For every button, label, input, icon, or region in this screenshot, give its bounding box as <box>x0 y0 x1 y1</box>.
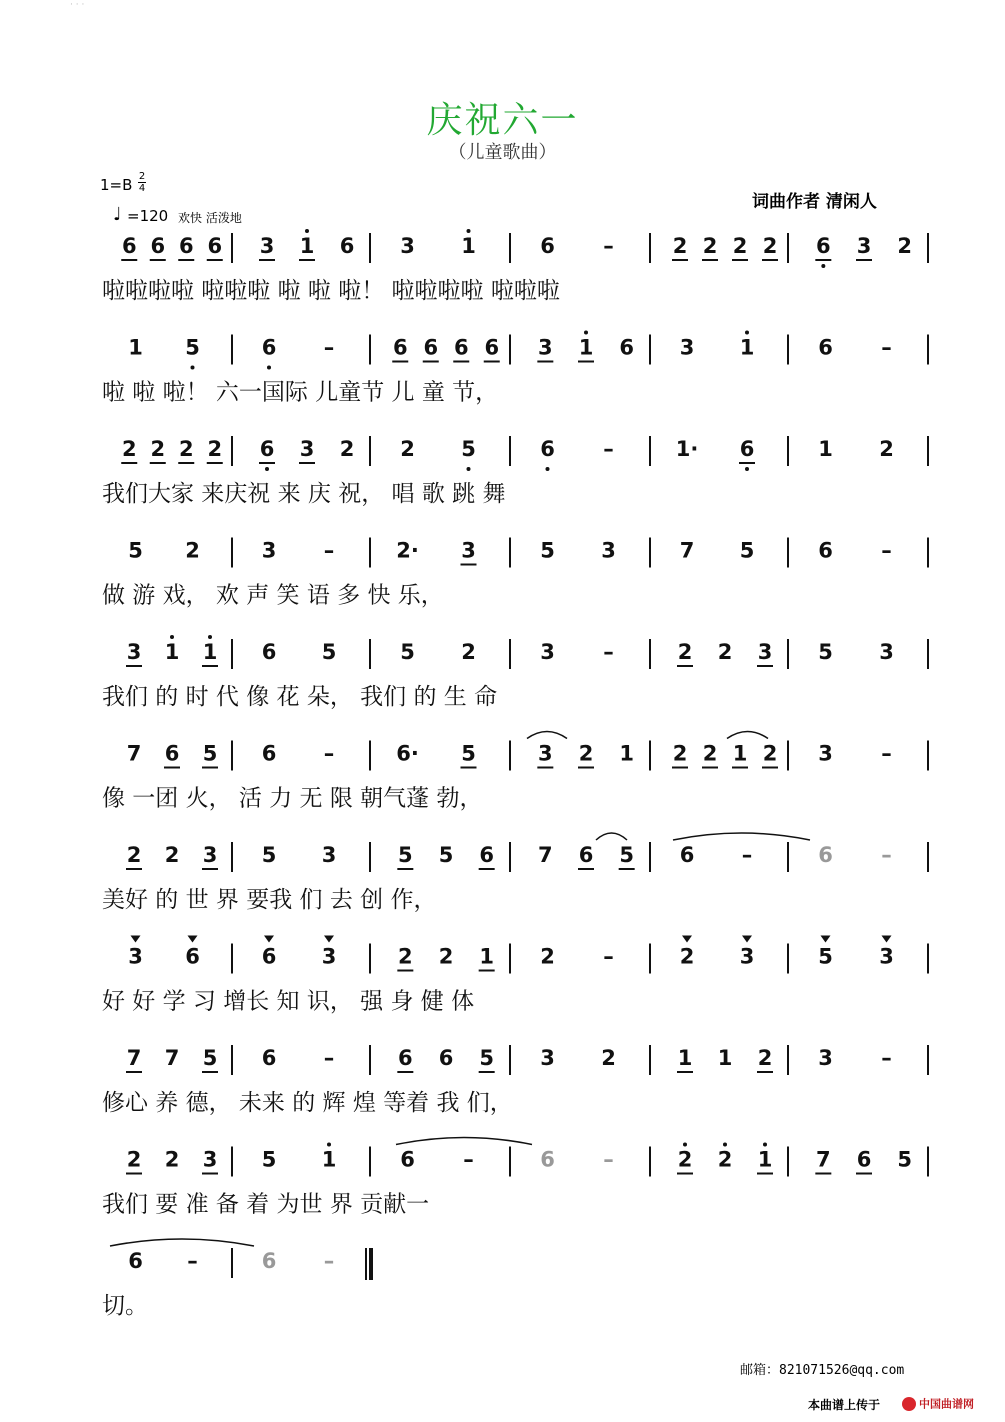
note-digit: 1 <box>619 741 634 766</box>
note-digit: 6 <box>398 1046 413 1070</box>
note-digit: 7 <box>126 1046 142 1070</box>
note-digit: 6 <box>150 234 166 258</box>
note-digit: – <box>187 1249 198 1273</box>
note-digit: 6 <box>679 843 695 867</box>
note-digit: 2 <box>164 843 180 867</box>
note-digit: 6 <box>261 944 277 969</box>
note-digit: 6· <box>396 741 419 766</box>
high-octave-dot <box>763 1143 767 1147</box>
note-digit: – <box>881 335 892 360</box>
note-digit: 1 <box>732 741 748 766</box>
note-digit: – <box>323 741 335 766</box>
song-subtitle: （儿童歌曲） <box>448 142 557 163</box>
note-digit: 5 <box>461 741 476 766</box>
note-digit: 3 <box>540 640 555 664</box>
low-octave-dot <box>821 264 825 268</box>
note-digit: 6 <box>261 1249 277 1273</box>
high-octave-dot <box>683 1143 687 1147</box>
accent-mark <box>131 936 141 943</box>
note-digit: 1 <box>164 640 180 664</box>
note-digit: 5 <box>479 1046 494 1070</box>
note-digit: 3 <box>739 944 755 969</box>
note-digit: 2 <box>164 1147 180 1172</box>
note-digit: – <box>603 944 614 969</box>
note-digit: 1 <box>717 1046 733 1070</box>
accent-mark <box>324 936 334 943</box>
note-digit: – <box>323 538 335 563</box>
slur <box>596 833 627 840</box>
high-octave-dot <box>723 1143 727 1147</box>
low-octave-dot <box>267 366 271 370</box>
note-digit: 3 <box>879 640 894 664</box>
note-digit: 2 <box>121 437 137 461</box>
note-digit: 3 <box>856 234 872 258</box>
note-digit: 5 <box>897 1147 912 1172</box>
note-digit: 6 <box>578 843 594 867</box>
note-digit: 1 <box>757 1147 773 1172</box>
lyric-line: 我们大家 来庆祝 来 庆 祝， 唱 歌 跳 舞 <box>102 481 506 507</box>
note-digit: 6 <box>438 1046 454 1070</box>
lyric-line: 啦 啦 啦！ 六一国际 儿童节 儿 童 节， <box>102 379 499 406</box>
note-digit: 1 <box>202 640 218 664</box>
note-digit: 2 <box>178 437 194 461</box>
note-digit: 5 <box>818 944 833 969</box>
note-digit: 1· <box>675 437 699 461</box>
note-digit: 5 <box>818 640 833 664</box>
note-digit: 6 <box>816 234 831 258</box>
note-digit: 7 <box>126 741 142 766</box>
note-digit: – <box>881 538 892 563</box>
lyric-line: 像 一团 火， 活 力 无 限 朝气蓬 勃， <box>102 785 483 812</box>
note-digit: 2 <box>897 234 912 258</box>
note-digit: 6 <box>453 335 469 360</box>
note-digit: 1 <box>818 437 833 461</box>
high-octave-dot <box>745 331 749 335</box>
site-logo <box>902 1393 996 1411</box>
low-octave-dot <box>265 467 269 471</box>
note-digit: 2· <box>396 538 419 563</box>
note-digit: 1 <box>677 1046 693 1070</box>
slur <box>727 732 768 739</box>
note-digit: 1 <box>479 944 494 969</box>
note-digit: 2 <box>879 437 894 461</box>
low-octave-dot <box>191 366 195 370</box>
note-digit: 2 <box>400 437 415 461</box>
contact-email: 邮箱：821071526@qq.com <box>740 1363 905 1378</box>
note-digit: – <box>603 437 614 461</box>
note-digit: 6 <box>739 437 755 461</box>
note-digit: 3 <box>202 1147 218 1172</box>
note-digit: 3 <box>601 538 616 563</box>
note-digit: 5 <box>321 640 337 664</box>
note-digit: 6 <box>540 234 555 258</box>
note-digit: 2 <box>702 741 718 766</box>
note-digit: – <box>603 234 614 258</box>
low-octave-dot <box>467 467 471 471</box>
note-digit: 5 <box>261 843 277 867</box>
note-digit: 1 <box>299 234 315 258</box>
note-digit: 2 <box>185 538 200 563</box>
note-digit: 1 <box>461 234 476 258</box>
note-digit: 7 <box>816 1147 831 1172</box>
note-digit: 3 <box>818 741 833 766</box>
note-digit: 6 <box>400 1147 415 1172</box>
note-digit: 3 <box>679 335 695 360</box>
note-digit: 6 <box>261 1046 277 1070</box>
note-digit: 6 <box>128 1249 143 1273</box>
author-credit: 词曲作者 清闲人 <box>752 192 877 212</box>
note-digit: 5 <box>261 1147 277 1172</box>
note-digit: 1 <box>128 335 143 360</box>
note-digit: 3 <box>540 1046 555 1070</box>
note-digit: 2 <box>717 640 733 664</box>
note-digit: 6 <box>261 335 277 360</box>
tempo-marking: =120 <box>127 207 169 225</box>
note-digit: 6 <box>207 234 223 258</box>
note-digit: 1 <box>321 1147 337 1172</box>
note-digit: 3 <box>321 944 337 969</box>
note-digit: 3 <box>261 538 277 563</box>
accent-mark <box>882 936 892 943</box>
note-digit: 5 <box>398 843 413 867</box>
note-digit: 3 <box>461 538 476 563</box>
note-digit: 3 <box>538 741 553 766</box>
note-digit: 6 <box>619 335 634 360</box>
note-digit: 6 <box>259 437 275 461</box>
note-digit: – <box>881 741 892 766</box>
note-digit: 2 <box>672 741 688 766</box>
key-signature: 1=B <box>100 176 133 194</box>
note-digit: 3 <box>818 1046 833 1070</box>
note-digit: 6 <box>121 234 137 258</box>
high-octave-dot <box>467 229 471 233</box>
high-octave-dot <box>327 1143 331 1147</box>
note-digit: 2 <box>677 640 693 664</box>
note-digit: 3 <box>202 843 218 867</box>
note-digit: 3 <box>128 944 143 969</box>
lyric-line: 做 游 戏， 欢 声 笑 语 多 快 乐， <box>102 582 444 609</box>
note-digit: 2 <box>679 944 695 969</box>
note-digit: 7 <box>164 1046 180 1070</box>
lyric-line: 美好 的 世 界 要我 们 去 创 作， <box>102 887 437 913</box>
note-digit: 5 <box>438 843 454 867</box>
song-title: 庆祝六一 <box>426 100 579 141</box>
note-digit: – <box>323 335 335 360</box>
note-digit: 5 <box>128 538 143 563</box>
low-octave-dot <box>745 467 749 471</box>
lyric-line: 切。 <box>102 1293 148 1319</box>
note-digit: 6 <box>185 944 200 969</box>
note-digit: 2 <box>677 1147 693 1172</box>
note-digit: 6 <box>484 335 500 360</box>
note-digit: 6 <box>540 437 555 461</box>
note-digit: 7 <box>538 843 553 867</box>
lyric-line: 修心 养 德， 未来 的 辉 煌 等着 我 们， <box>102 1090 513 1116</box>
expression-marking: 欢快 活泼地 <box>178 211 242 225</box>
note-digit: 2 <box>601 1046 616 1070</box>
note-digit: – <box>881 843 892 867</box>
note-digit: 3 <box>757 640 773 664</box>
accent-mark <box>742 936 752 943</box>
note-digit: 6 <box>178 234 194 258</box>
note-digit: 2 <box>540 944 555 969</box>
note-digit: 5 <box>739 538 755 563</box>
note-digit: 3 <box>400 234 415 258</box>
note-digit: 2 <box>702 234 718 258</box>
note-digit: 2 <box>150 437 166 461</box>
low-octave-dot <box>546 467 550 471</box>
site-name: 中国曲谱网 <box>919 1397 974 1411</box>
note-digit: 5 <box>202 741 218 766</box>
note-digit: – <box>603 1147 614 1172</box>
note-digit: 3 <box>538 335 553 360</box>
high-octave-dot <box>170 635 174 639</box>
lyric-line: 我们 要 准 备 着 为世 界 贡献一 <box>102 1191 430 1218</box>
note-digit: 6 <box>856 1147 872 1172</box>
note-digit: 5 <box>400 640 415 664</box>
note-digit: 2 <box>438 944 454 969</box>
note-digit: 6 <box>818 843 833 867</box>
note-digit: 5 <box>540 538 555 563</box>
note-digit: 2 <box>398 944 413 969</box>
note-digit: 1 <box>578 335 594 360</box>
note-digit: 6 <box>818 335 833 360</box>
note-digit: 5 <box>185 335 200 360</box>
note-digit: 3 <box>299 437 315 461</box>
note-digit: 6 <box>164 741 180 766</box>
note-digit: – <box>463 1147 474 1172</box>
time-signature-numerator: 2 <box>138 171 146 182</box>
note-digit: – <box>323 1249 335 1273</box>
note-digit: 2 <box>126 843 142 867</box>
note-digit: 2 <box>762 234 778 258</box>
note-digit: 5 <box>619 843 634 867</box>
note-digit: 2 <box>207 437 223 461</box>
time-signature-denominator: 4 <box>138 183 146 194</box>
note-digit: 6 <box>339 234 355 258</box>
note-digit: 1 <box>739 335 755 360</box>
slur <box>527 732 567 739</box>
slur <box>110 1239 254 1246</box>
note-digit: 2 <box>717 1147 733 1172</box>
note-digit: 3 <box>259 234 275 258</box>
accent-mark <box>682 936 692 943</box>
note-digit: 2 <box>672 234 688 258</box>
slur <box>673 833 810 840</box>
note-digit: 3 <box>321 843 337 867</box>
note-digit: – <box>741 843 753 867</box>
lyric-line: 啦啦啦啦 啦啦啦 啦 啦 啦！ 啦啦啦啦 啦啦啦 <box>102 278 560 304</box>
note-digit: 6 <box>540 1147 555 1172</box>
note-digit: 3 <box>126 640 142 664</box>
note-digit: 2 <box>126 1147 142 1172</box>
high-octave-dot <box>208 635 212 639</box>
note-digit: 2 <box>461 640 476 664</box>
note-digit: 2 <box>732 234 748 258</box>
note-digit: 6 <box>261 640 277 664</box>
upload-note: 本曲谱上传于 <box>808 1398 881 1412</box>
note-digit: 3 <box>879 944 894 969</box>
note-digit: – <box>603 640 614 664</box>
note-digit: 5 <box>461 437 476 461</box>
site-logo-icon <box>902 1397 916 1411</box>
page-corner-mark: · · · <box>70 0 85 10</box>
note-digit: – <box>881 1046 892 1070</box>
note-digit: 6 <box>392 335 408 360</box>
accent-mark <box>188 936 198 943</box>
note-digit: 2 <box>339 437 355 461</box>
high-octave-dot <box>305 229 309 233</box>
lyric-line: 好 好 学 习 增长 知 识， 强 身 健 体 <box>102 988 475 1015</box>
lyric-line: 我们 的 时 代 像 花 朵， 我们 的 生 命 <box>102 684 498 710</box>
accent-mark <box>821 936 831 943</box>
note-digit: 6 <box>479 843 494 867</box>
slur <box>396 1138 532 1145</box>
note-digit: – <box>323 1046 335 1070</box>
quarter-note-icon: ♩ <box>113 204 122 225</box>
note-digit: 2 <box>578 741 594 766</box>
note-digit: 2 <box>762 741 778 766</box>
note-digit: 5 <box>202 1046 218 1070</box>
note-digit: 6 <box>423 335 439 360</box>
note-digit: 6 <box>818 538 833 563</box>
note-digit: 6 <box>261 741 277 766</box>
note-digit: 2 <box>757 1046 773 1070</box>
accent-mark <box>264 936 274 943</box>
note-digit: 7 <box>679 538 695 563</box>
high-octave-dot <box>584 331 588 335</box>
